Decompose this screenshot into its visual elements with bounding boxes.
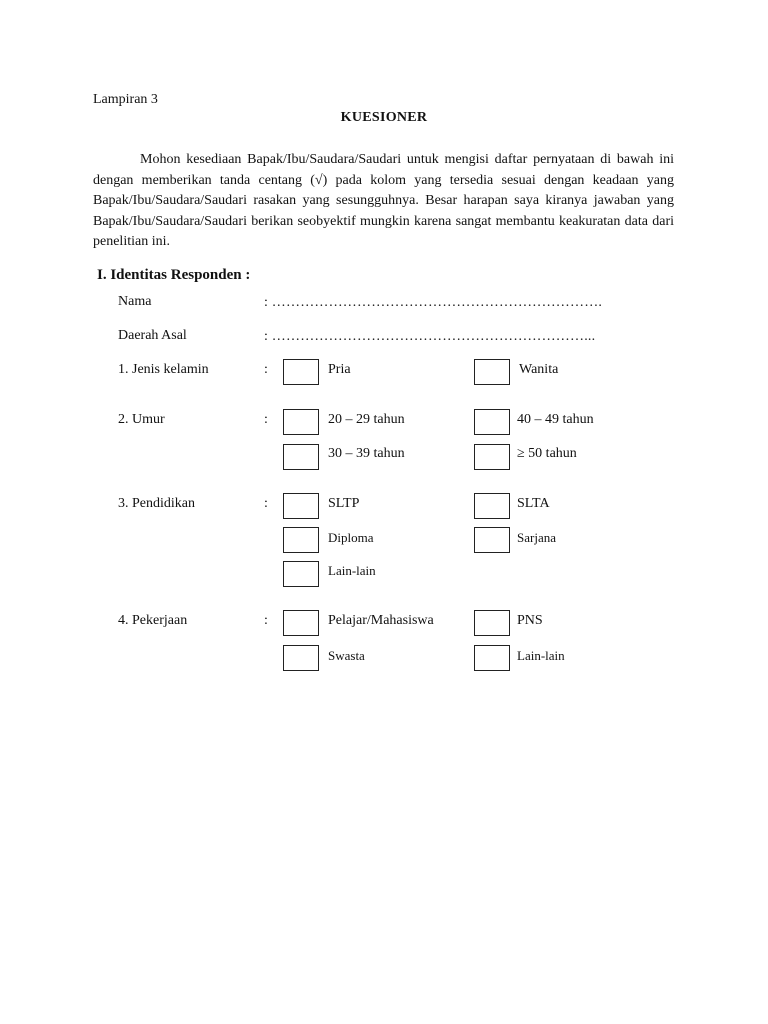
checkbox-occupation-other[interactable] bbox=[474, 645, 510, 671]
field-label-daerah-asal: Daerah Asal bbox=[118, 328, 187, 343]
option-label-age-40-49: 40 – 49 tahun bbox=[517, 412, 594, 427]
question-label-age: 2. Umur bbox=[118, 412, 165, 427]
intro-paragraph: Mohon kesediaan Bapak/Ibu/Saudara/Saudari untuk mengisi daftar pernyataan di bawah ini dengan memberikan tanda centang (√) pada kolom yang tersedia sesuai dengan keadaan yang Bapak/Ibu/Saudara/Saudari rasakan yang sesungguhnya. Besar harapan saya kiranya jawaban yang Bapak/Ibu/Saudara/Saudari berikan seobyektif mungkin karena sangat membantu keakuratan data dari penelitian ini. bbox=[93, 152, 674, 249]
checkbox-diploma[interactable] bbox=[283, 527, 319, 553]
option-label-age-30-39: 30 – 39 tahun bbox=[328, 446, 405, 461]
field-line-daerah-asal: : …………………………………………………………... bbox=[264, 329, 596, 344]
question-colon: : bbox=[264, 412, 268, 427]
checkbox-pria[interactable] bbox=[283, 359, 319, 385]
section-title: I. Identitas Responden : bbox=[97, 267, 251, 283]
checkbox-sarjana[interactable] bbox=[474, 527, 510, 553]
option-label-wanita: Wanita bbox=[519, 362, 559, 377]
question-label-education: 3. Pendidikan bbox=[118, 496, 195, 511]
checkbox-age-50-plus[interactable] bbox=[474, 444, 510, 470]
option-label-age-50-plus: ≥ 50 tahun bbox=[517, 446, 577, 461]
option-label-education-other: Lain-lain bbox=[328, 563, 376, 578]
appendix-label: Lampiran 3 bbox=[93, 92, 158, 107]
option-label-slta: SLTA bbox=[517, 496, 550, 511]
question-label-gender: 1. Jenis kelamin bbox=[118, 362, 209, 377]
question-colon: : bbox=[264, 613, 268, 628]
checkbox-pelajar-mahasiswa[interactable] bbox=[283, 610, 319, 636]
option-label-swasta: Swasta bbox=[328, 648, 365, 663]
option-label-age-20-29: 20 – 29 tahun bbox=[328, 412, 405, 427]
question-label-occupation: 4. Pekerjaan bbox=[118, 613, 188, 628]
option-label-diploma: Diploma bbox=[328, 530, 374, 545]
question-colon: : bbox=[264, 362, 268, 377]
checkbox-age-40-49[interactable] bbox=[474, 409, 510, 435]
option-label-sarjana: Sarjana bbox=[517, 530, 556, 545]
checkbox-sltp[interactable] bbox=[283, 493, 319, 519]
checkbox-slta[interactable] bbox=[474, 493, 510, 519]
checkbox-education-other[interactable] bbox=[283, 561, 319, 587]
question-colon: : bbox=[264, 496, 268, 511]
option-label-occupation-other: Lain-lain bbox=[517, 648, 565, 663]
checkbox-wanita[interactable] bbox=[474, 359, 510, 385]
checkbox-swasta[interactable] bbox=[283, 645, 319, 671]
option-label-sltp: SLTP bbox=[328, 496, 360, 511]
option-label-pns: PNS bbox=[517, 613, 543, 628]
field-label-nama: Nama bbox=[118, 294, 152, 309]
checkbox-age-30-39[interactable] bbox=[283, 444, 319, 470]
field-line-nama: : ……………………………………………………………. bbox=[264, 295, 603, 310]
option-label-pelajar-mahasiswa: Pelajar/Mahasiswa bbox=[328, 613, 434, 628]
option-label-pria: Pria bbox=[328, 362, 351, 377]
document-title: KUESIONER bbox=[340, 110, 428, 125]
checkbox-age-20-29[interactable] bbox=[283, 409, 319, 435]
checkbox-pns[interactable] bbox=[474, 610, 510, 636]
